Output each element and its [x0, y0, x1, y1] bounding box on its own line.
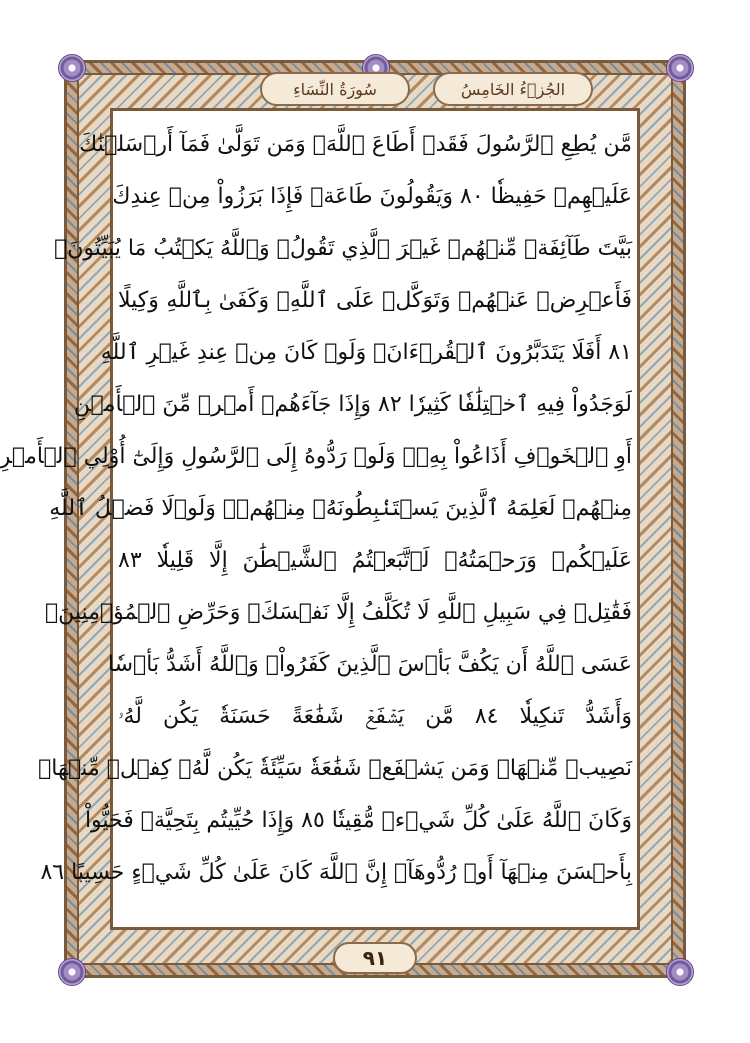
- text-line: [112, 170, 632, 222]
- line-text: وَكَانَ ٱللَّهُ عَلَىٰ كُلِّ شَيۡءٖ مُّقِيتٗا ٨٥ وَإِذَا حُيِّيتُم بِتَحِيَّةٖ فَحَيُّواْ: [84, 807, 632, 833]
- line-text: عَسَى ٱللَّهُ أَن يَكُفَّ بَأۡسَ ٱلَّذِينَ كَفَرُواْۚ وَٱللَّهُ أَشَدُّ بَأۡسٗا: [107, 651, 632, 677]
- line-text: بِأَحۡسَنَ مِنۡهَآ أَوۡ رُدُّوهَآۗ إِنَّ ٱللَّهَ كَانَ عَلَىٰ كُلِّ شَيۡءٍ حَسِيبًا ٨٦: [40, 859, 632, 885]
- text-line: [54, 222, 632, 274]
- corner-flower-icon: [666, 958, 694, 986]
- surah-title: سُورَةُ النِّسَاءِ: [260, 72, 410, 106]
- line-text: عَلَيۡكُمۡ وَرَحۡمَتُهُۥ لَٱتَّبَعۡتُمُ ٱلشَّيۡطَٰنَ إِلَّا قَلِيلٗا ٨٣: [118, 547, 632, 573]
- line-text: مِنۡهُمۡ لَعَلِمَهُ ٱلَّذِينَ يَسۡتَنۢبِطُونَهُۥ مِنۡهُمۡۗ وَلَوۡلَا فَضۡلُ ٱللَّهِ: [49, 495, 632, 521]
- text-line: [100, 326, 632, 378]
- page-number: ٩١: [333, 942, 417, 974]
- text-line: [44, 586, 632, 638]
- text-line: [0, 430, 632, 482]
- text-line: [73, 378, 632, 430]
- text-line: [118, 534, 632, 586]
- text-line: [40, 846, 632, 898]
- corner-flower-icon: [58, 958, 86, 986]
- line-text: عَلَيۡهِمۡ حَفِيظٗا ٨٠ وَيَقُولُونَ طَاعَةٞ فَإِذَا بَرَزُواْ مِنۡ عِندِكَ: [112, 183, 632, 209]
- text-line: [107, 638, 632, 690]
- line-text: فَأَعۡرِضۡ عَنۡهُمۡ وَتَوَكَّلۡ عَلَى ٱللَّهِۚ وَكَفَىٰ بِٱللَّهِ وَكِيلًا: [118, 287, 632, 313]
- line-text: نَصِيبٞ مِّنۡهَاۖ وَمَن يَشۡفَعۡ شَفَٰعَةٗ سَيِّئَةٗ يَكُن لَّهُۥ كِفۡلٞ مِّنۡهَاۗ: [38, 755, 632, 781]
- line-text: فَقَٰتِلۡ فِي سَبِيلِ ٱللَّهِ لَا تُكَلَّفُ إِلَّا نَفۡسَكَۚ وَحَرِّضِ ٱلۡمُؤۡمِنِينَۖ: [44, 599, 632, 625]
- text-line: [118, 690, 632, 742]
- corner-flower-icon: [58, 54, 86, 82]
- line-text: ٨١ أَفَلَا يَتَدَبَّرُونَ ٱلۡقُرۡءَانَۚ وَلَوۡ كَانَ مِنۡ عِندِ غَيۡرِ ٱللَّهِ: [100, 339, 632, 365]
- corner-flower-icon: [666, 54, 694, 82]
- text-line: [84, 794, 632, 846]
- text-line: [49, 482, 632, 534]
- line-text: أَوِ ٱلۡخَوۡفِ أَذَاعُواْ بِهِۦۖ وَلَوۡ رَدُّوهُ إِلَى ٱلرَّسُولِ وَإِلَىٰٓ أُوْلِي ٱلۡأَمۡرِ: [0, 443, 632, 469]
- quran-text-block: [0, 118, 632, 898]
- text-line: [79, 118, 632, 170]
- line-text: بَيَّتَ طَآئِفَةٞ مِّنۡهُمۡ غَيۡرَ ٱلَّذِي تَقُولُۖ وَٱللَّهُ يَكۡتُبُ مَا يُبَيِّتُونَۖ: [54, 235, 632, 261]
- line-text: وَأَشَدُّ تَنكِيلٗا ٨٤ مَّن يَشۡفَعۡ شَفَٰعَةً حَسَنَةٗ يَكُن لَّهُۥ: [118, 703, 632, 729]
- text-line: [38, 742, 632, 794]
- juz-title: الجُزۡءُ الخَامِسُ: [433, 72, 593, 106]
- line-text: لَوَجَدُواْ فِيهِ ٱخۡتِلَٰفٗا كَثِيرٗا ٨٢ وَإِذَا جَآءَهُمۡ أَمۡرٞ مِّنَ ٱلۡأَمۡنِ: [73, 391, 632, 417]
- text-line: [118, 274, 632, 326]
- line-text: مَّن يُطِعِ ٱلرَّسُولَ فَقَدۡ أَطَاعَ ٱللَّهَۖ وَمَن تَوَلَّىٰ فَمَآ أَرۡسَلۡنَٰكَ: [79, 131, 632, 157]
